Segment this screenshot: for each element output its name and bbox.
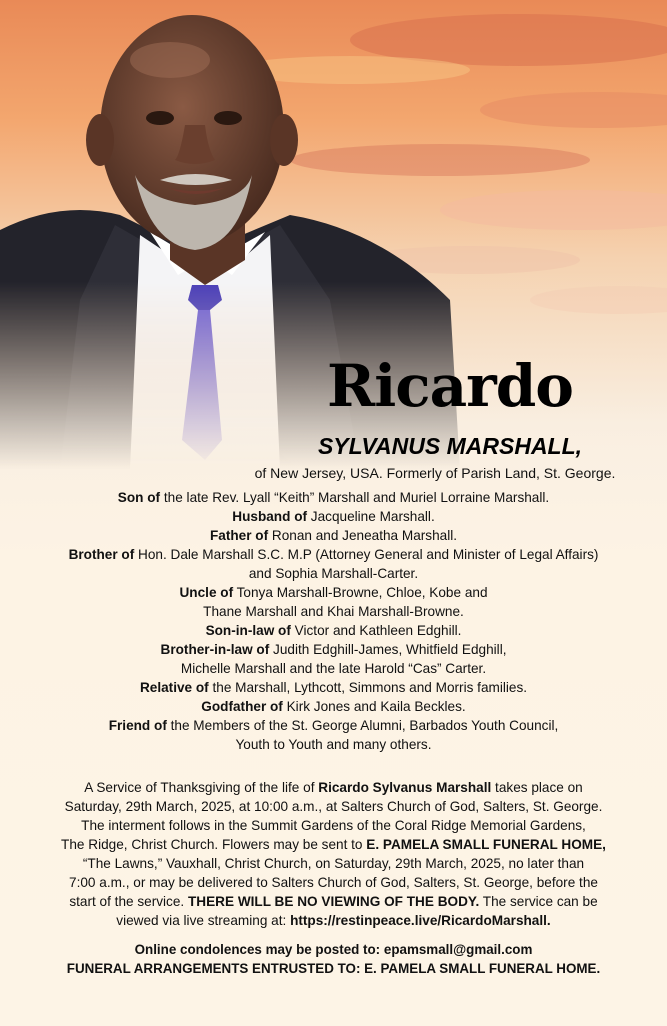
relation-label: Friend of	[108, 718, 167, 733]
service-line: “The Lawns,” Vauxhall, Christ Church, on Saturday, 29th March, 2025, no later than	[82, 856, 585, 871]
relation-line	[50, 583, 617, 602]
relation-line	[50, 735, 617, 754]
relation-label: Godfather of	[201, 699, 283, 714]
relation-text: the late Rev. Lyall “Keith” Marshall and Muriel Lorraine Marshall.	[160, 490, 550, 505]
relation-line	[50, 602, 617, 621]
relation-text: the Members of the St. George Alumni, Barbados Youth Council,	[166, 718, 559, 733]
service-line: The Ridge, Christ Church. Flowers may be sent to E. PAMELA SMALL FUNERAL HOME,	[61, 837, 606, 852]
relation-text: Hon. Dale Marshall S.C. M.P (Attorney General and Minister of Legal Affairs)	[134, 547, 599, 562]
arrangements-line: FUNERAL ARRANGEMENTS ENTRUSTED TO: E. PAMELA SMALL FUNERAL HOME.	[66, 961, 601, 976]
relation-label: Brother of	[68, 547, 135, 562]
relation-line	[50, 545, 617, 564]
relation-line	[50, 488, 617, 507]
relation-text: Thane Marshall and Khai Marshall-Browne.	[203, 604, 464, 619]
relation-line	[50, 526, 617, 545]
relation-text: Kirk Jones and Kaila Beckles.	[282, 699, 466, 714]
service-line: Saturday, 29th March, 2025, at 10:00 a.m., at Salters Church of God, Salters, St. George.	[64, 799, 603, 814]
relation-text: Jacqueline Marshall.	[307, 509, 435, 524]
relation-line	[50, 678, 617, 697]
service-line: A Service of Thanksgiving of the life of Ricardo Sylvanus Marshall takes place on	[84, 780, 583, 795]
relation-line	[50, 716, 617, 735]
condolences-line[interactable]: Online condolences may be posted to: epamsmall@gmail.com	[134, 942, 533, 957]
relation-label: Son-in-law of	[205, 623, 291, 638]
relation-text: Tonya Marshall-Browne, Chloe, Kobe and	[233, 585, 488, 600]
relation-text: Ronan and Jeneatha Marshall.	[268, 528, 458, 543]
footer	[20, 940, 647, 978]
relation-line	[50, 640, 617, 659]
service-line: The interment follows in the Summit Gardens of the Coral Ridge Memorial Gardens,	[81, 818, 586, 833]
relation-label: Brother-in-law of	[160, 642, 270, 657]
relation-label: Husband of	[232, 509, 308, 524]
deceased-first-name: Ricardo	[327, 352, 573, 420]
relation-text: the Marshall, Lythcott, Simmons and Morris families.	[208, 680, 528, 695]
service-details	[28, 778, 639, 930]
family-relations	[50, 488, 617, 754]
deceased-full-surname: SYLVANUS MARSHALL,	[317, 433, 583, 459]
relation-text: Youth to Youth and many others.	[235, 737, 432, 752]
relation-text: Michelle Marshall and the late Harold “Cas” Carter.	[180, 661, 487, 676]
relation-label: Son of	[117, 490, 161, 505]
service-line: start of the service. THERE WILL BE NO VIEWING OF THE BODY. The service can be	[69, 894, 598, 909]
residence-line: of New Jersey, USA. Formerly of Parish Land, St. George.	[254, 465, 616, 481]
relation-text: and Sophia Marshall-Carter.	[248, 566, 419, 581]
livestream-line: viewed via live streaming at: https://restinpeace.live/RicardoMarshall.	[116, 913, 551, 928]
relation-line	[50, 564, 617, 583]
relation-line	[50, 659, 617, 678]
relation-line	[50, 697, 617, 716]
relation-text: Judith Edghill-James, Whitfield Edghill,	[269, 642, 507, 657]
relation-line	[50, 621, 617, 640]
relation-label: Father of	[209, 528, 269, 543]
service-line: 7:00 a.m., or may be delivered to Salters Church of God, Salters, St. George, before the	[69, 875, 598, 890]
relation-text: Victor and Kathleen Edghill.	[290, 623, 462, 638]
relation-line	[50, 507, 617, 526]
livestream-link[interactable]: https://restinpeace.live/RicardoMarshall.	[290, 913, 551, 928]
relation-label: Relative of	[139, 680, 209, 695]
relation-label: Uncle of	[179, 585, 234, 600]
